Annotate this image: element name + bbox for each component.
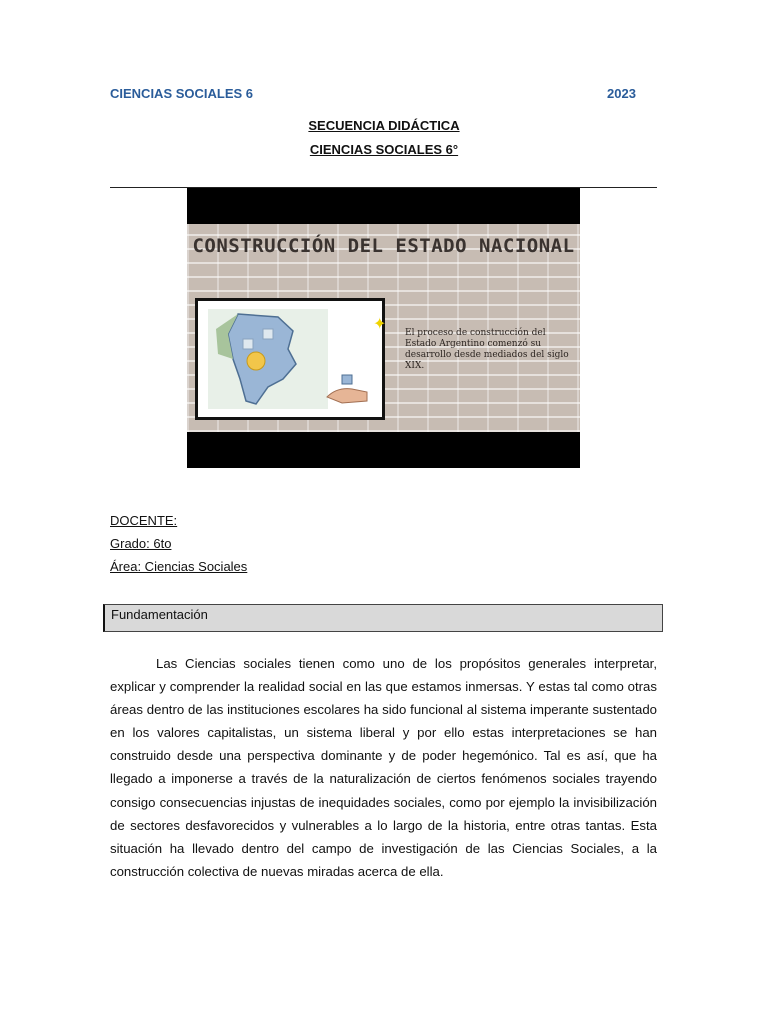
section-header xyxy=(103,604,663,632)
grade-label: Grado: 6to xyxy=(110,536,172,551)
document-title: SECUENCIA DIDÁCTICA xyxy=(308,118,460,133)
hand-holding-piece-icon xyxy=(322,367,372,407)
cover-image xyxy=(187,188,580,468)
slide-title: CONSTRUCCIÓN DEL ESTADO NACIONAL xyxy=(192,235,575,257)
argentina-puzzle-map-icon xyxy=(208,309,328,409)
section-title: Fundamentación xyxy=(111,607,208,622)
slide-caption: El proceso de construcción del Estado Argentino comenzó su desarrollo desde mediados del siglo XIX. xyxy=(405,328,569,371)
document-subtitle: CIENCIAS SOCIALES 6° xyxy=(309,142,459,157)
header-year: 2023 xyxy=(607,86,636,101)
teacher-label: DOCENTE: xyxy=(110,513,178,528)
puzzle-map-picture xyxy=(195,298,385,420)
sparkle-icon: ✦ xyxy=(373,316,387,333)
body-paragraph: Las Ciencias sociales tienen como uno de los propósitos generales interpretar, explicar y comprender la realidad social en las que estamos inmersas. Y estas tal como otras áreas dentro de las instituciones escolares ha sido funcional al sistema imperante sustentado en los valores capitalistas, un sistema liberal y por ello estas interpretaciones se han construido desde una perspectiva dominante y de poder hegemónico. Tal es así, que ha llegado a imponerse a través de la naturalización de ciertos fenómenos sociales trayendo consigo consecuencias injustas de inequidades sociales, como por ejemplo la invisibilización de sectores desfavorecidos y vulnerables a lo largo de la historia, entre otras tantas. Esta situación ha llevado dentro del campo de investigación de las Ciencias Sociales, a la construcción colectiva de nuevas miradas acerca de ella. xyxy=(110,656,657,879)
area-label: Área: Ciencias Sociales xyxy=(110,559,248,574)
header-subject: CIENCIAS SOCIALES 6 xyxy=(110,86,254,101)
